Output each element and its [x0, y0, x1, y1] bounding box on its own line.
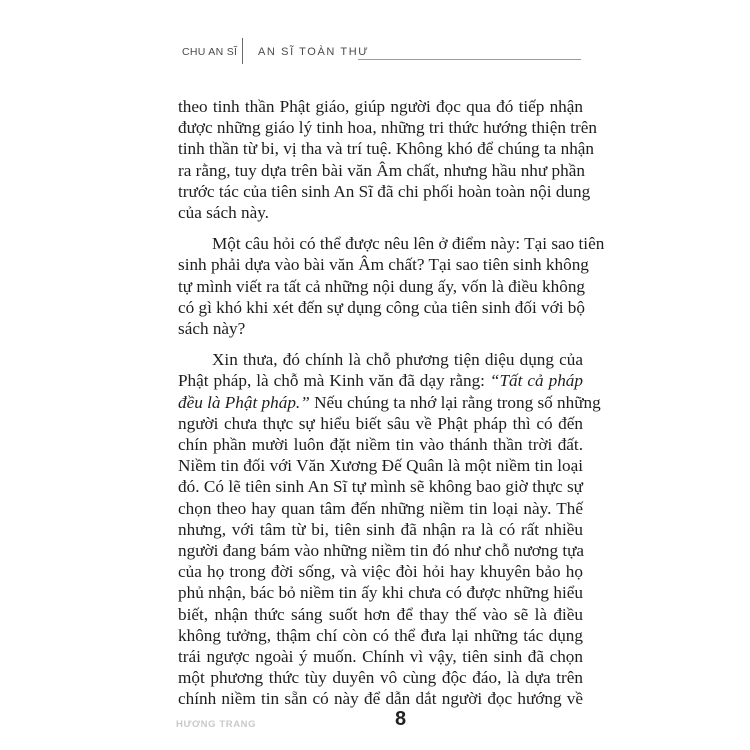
body-text [178, 96, 605, 720]
text-line: Niềm tin đối với Văn Xương Đế Quân là một niềm tin loại [178, 456, 583, 476]
text-line: chính niềm tin sẵn có này để dẫn dắt người đọc hướng về [178, 689, 583, 709]
text-line: chọn theo hay quan tâm đến những niềm tin loại này. Thế [178, 498, 583, 518]
text-line: trước tác của tiên sinh An Sĩ đã chi phối hoàn toàn nội dung [178, 181, 591, 201]
text-line: trái ngược ngoài ý muốn. Chính vì vậy, tiên sinh đã chọn [178, 647, 583, 667]
text-line: người chưa thực sự hiểu biết sâu về Phật pháp thì có đến [178, 413, 583, 433]
text-line: của họ trong đời sống, và việc đòi hỏi hay khuyên bảo họ [178, 562, 583, 582]
text-line: Xin thưa, đó chính là chỗ phương tiện diệu dụng của [212, 350, 583, 370]
quote-italic: “Tất cả pháp [489, 371, 583, 391]
text-line: nhưng, với tâm từ bi, tiên sinh đã nhận ra là có rất nhiều [178, 519, 583, 539]
text-line: tự mình viết ra tất cả những nội dung ấy, vốn là điều không [178, 276, 586, 296]
text-line: không tưởng, thậm chí còn có thể đưa lại những tác dụng [178, 625, 583, 645]
text-line: một phương thức tùy duyên vô cùng độc đáo, là dựa trên [178, 668, 583, 688]
text-line: ra rằng, tuy dựa trên bài văn Âm chất, nhưng hầu như phần [178, 160, 585, 180]
header-divider [242, 38, 243, 64]
text-run: Phật pháp, là chỗ mà Kinh văn đã dạy rằng: [178, 371, 490, 391]
text-line: sách này? [178, 319, 246, 339]
text-line: được những giáo lý tinh hoa, những tri thức hướng thiện trên [178, 118, 597, 138]
text-line: Một câu hỏi có thể được nêu lên ở điểm này: Tại sao tiên [212, 234, 605, 254]
header-author: CHU AN SĨ [182, 46, 238, 58]
text-line: sinh phải dựa vào bài văn Âm chất? Tại sao tiên sinh không [178, 255, 589, 275]
paragraph-2 [178, 233, 605, 339]
text-line: theo tinh thần Phật giáo, giúp người đọc qua đó tiếp nhận [178, 97, 583, 116]
text-line: tinh thần từ bi, vị tha và trí tuệ. Không khó để chúng ta nhận [178, 139, 595, 159]
paragraph-1 [178, 96, 597, 223]
text-line: phủ nhận, bác bỏ niềm tin ấy khi chưa có được những hiểu [178, 583, 583, 603]
text-line: chín phần mười luôn đặt niềm tin vào thánh thần trời đất. [178, 435, 583, 455]
paragraph-3 [178, 349, 601, 709]
running-header [0, 46, 750, 68]
text-line: có gì khó khi xét đến sự dụng công của tiên sinh đối với bộ [178, 297, 585, 317]
text-line: người đang bám vào những niềm tin đó như chỗ nương tựa [178, 541, 585, 561]
quote-italic: đều là Phật pháp.” [178, 392, 310, 412]
page-number: 8 [395, 708, 407, 730]
header-book-title: AN SĨ TOÀN THƯ [258, 46, 370, 58]
page-footer [0, 706, 750, 736]
text-line: đó. Có lẽ tiên sinh An Sĩ tự mình sẽ không bao giờ thực sự [178, 477, 583, 497]
text-line: của sách này. [178, 203, 269, 223]
header-rule [358, 59, 581, 60]
text-run: Nếu chúng ta nhớ lại rằng trong số những [309, 392, 601, 412]
publisher-mark: HƯƠNG TRANG [176, 719, 257, 730]
text-line-with-quote-end [178, 392, 601, 413]
text-line-with-quote-start [178, 370, 583, 391]
text-line: biết, nhận thức sáng suốt hơn để thay thế vào sẽ là điều [178, 604, 583, 624]
